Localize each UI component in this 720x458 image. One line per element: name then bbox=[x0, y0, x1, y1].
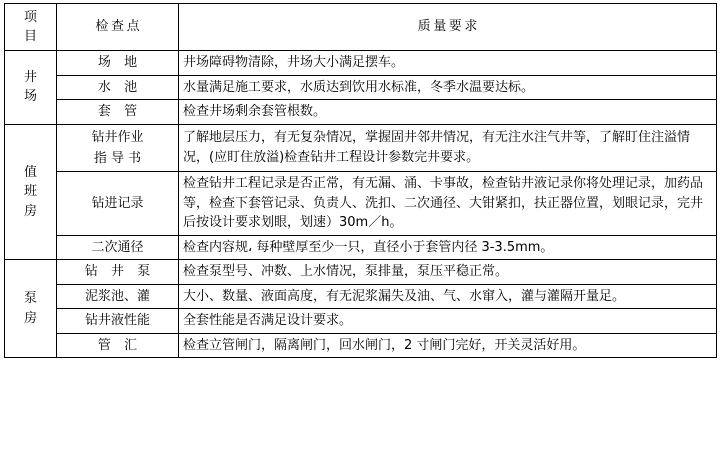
header-cell-point: 检查点 bbox=[57, 4, 179, 51]
table-header-row bbox=[5, 4, 717, 51]
table-row bbox=[5, 100, 717, 125]
group-cell-bengfang bbox=[5, 260, 57, 358]
point-cell: 管 汇 bbox=[57, 333, 179, 358]
point-line-1: 钻井作业 bbox=[91, 129, 144, 145]
table-row bbox=[5, 124, 717, 172]
requirement-cell: 大小、数量、液面高度，有无泥浆漏失及油、气、水窜入，灌与灌隔开量足。 bbox=[179, 284, 717, 309]
group-label-line-1: 值 bbox=[23, 164, 37, 180]
table-row bbox=[5, 235, 717, 260]
table-row bbox=[5, 260, 717, 285]
table-row bbox=[5, 172, 717, 236]
requirement-cell: 了解地层压力，有无复杂情况，掌握固井邻井情况，有无注水注气井等，了解盯住注溢情况，(应盯住放溢)检查钻井工程设计参数完井要求。 bbox=[179, 124, 717, 172]
requirement-cell: 水量满足施工要求，水质达到饮用水标准，冬季水温要达标。 bbox=[179, 75, 717, 100]
group-label-line-2: 房 bbox=[23, 310, 37, 326]
requirement-cell: 检查泵型号、冲数、上水情况，泵排量，泵压平稳正常。 bbox=[179, 260, 717, 285]
requirement-cell: 井场障碍物清除，井场大小满足摆车。 bbox=[179, 51, 717, 76]
point-cell: 钻 井 泵 bbox=[57, 260, 179, 285]
group-cell-zhibanfang bbox=[5, 124, 57, 260]
group-cell-jingchang bbox=[5, 51, 57, 125]
point-cell: 套 管 bbox=[57, 100, 179, 125]
point-cell: 泥浆池、灌 bbox=[57, 284, 179, 309]
requirement-cell: 检查井场剩余套管根数。 bbox=[179, 100, 717, 125]
point-cell: 水 池 bbox=[57, 75, 179, 100]
table-row bbox=[5, 333, 717, 358]
group-label-line-2: 场 bbox=[23, 89, 37, 105]
table-row bbox=[5, 75, 717, 100]
inspection-table bbox=[4, 3, 717, 358]
table-row bbox=[5, 309, 717, 334]
point-cell bbox=[57, 124, 179, 172]
point-cell: 钻井液性能 bbox=[57, 309, 179, 334]
requirement-cell: 检查立管闸门，隔离闸门，回水闸门，2 寸闸门完好，开关灵活好用。 bbox=[179, 333, 717, 358]
requirement-cell: 全套性能是否满足设计要求。 bbox=[179, 309, 717, 334]
point-cell: 二次通径 bbox=[57, 235, 179, 260]
table-row bbox=[5, 51, 717, 76]
point-cell: 场 地 bbox=[57, 51, 179, 76]
group-label-line-1: 泵 bbox=[23, 291, 37, 307]
requirement-cell: 检查内容规، 每种壁厚至少一只，直径小于套管内径 3-3.5mm。 bbox=[179, 235, 717, 260]
table-row bbox=[5, 284, 717, 309]
group-label-line-2: 班 bbox=[23, 184, 37, 200]
header-cell-group bbox=[5, 4, 57, 51]
group-label-line-1: 井 bbox=[23, 69, 37, 85]
point-line-2: 指 导 书 bbox=[93, 150, 142, 166]
requirement-cell: 检查钻井工程记录是否正常，有无漏、涌、卡事故，检查钻井液记录你将处理记录，加药品等，检查下套管记录、负责人、洗扣、二次通径、大钳紧扣，扶正器位置，划眼记录，完井后按设计要求划眼，划速）30m／h。 bbox=[179, 172, 717, 236]
header-cell-requirement: 质量要求 bbox=[179, 4, 717, 51]
header-group-line-1: 项 bbox=[23, 9, 37, 25]
header-group-line-2: 目 bbox=[23, 29, 37, 44]
group-label-line-3: 房 bbox=[23, 203, 37, 219]
point-cell: 钻进记录 bbox=[57, 172, 179, 236]
